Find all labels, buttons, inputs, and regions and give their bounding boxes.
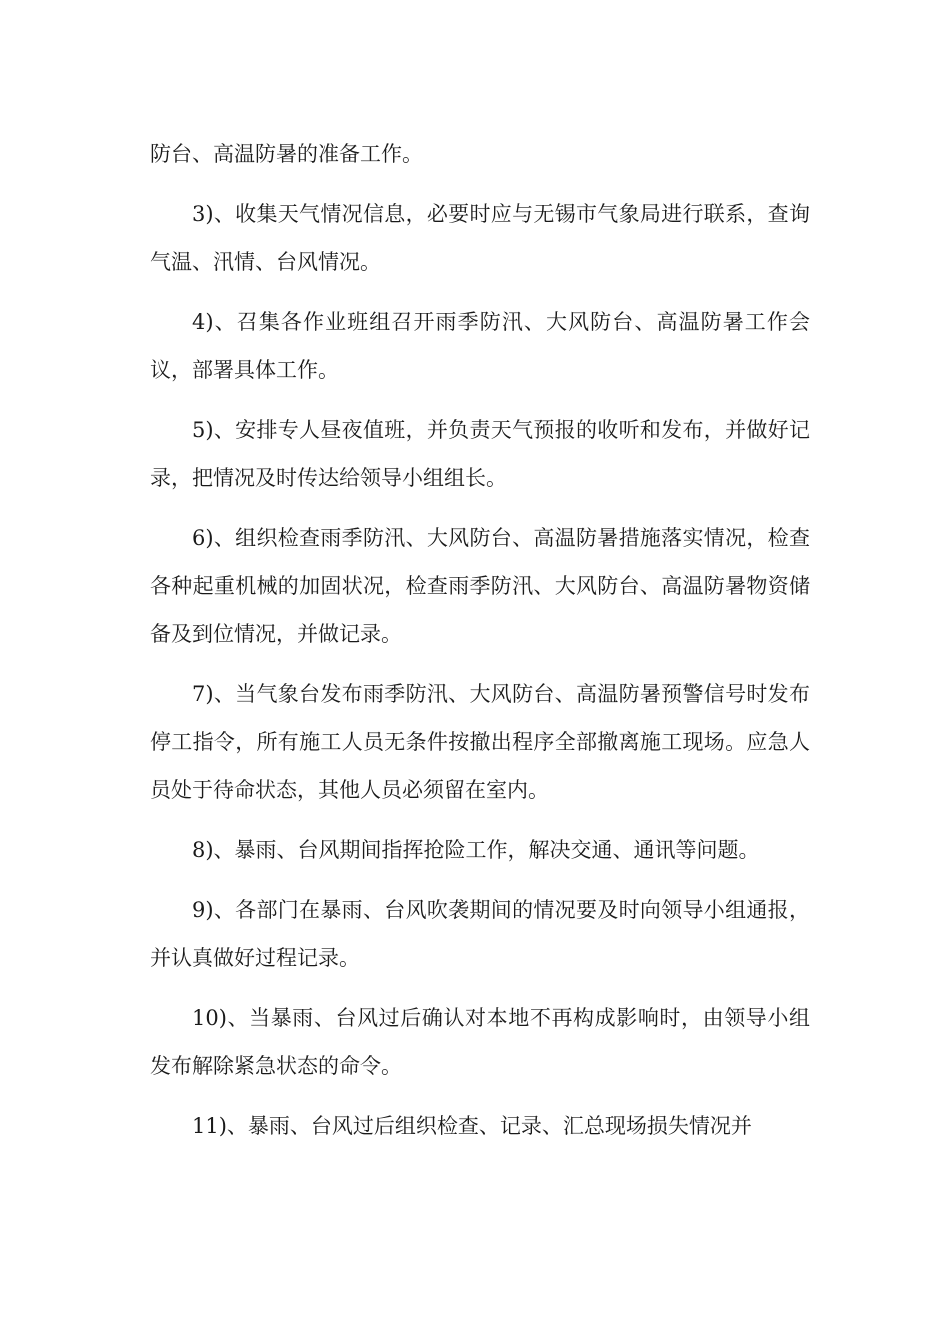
paragraph-item-11: 11)、暴雨、台风过后组织检查、记录、汇总现场损失情况并 [192, 1114, 752, 1138]
paragraph-item-8: 8)、暴雨、台风期间指挥抢险工作，解决交通、通讯等问题。 [192, 838, 760, 862]
paragraph-item-5: 5)、安排专人昼夜值班，并负责天气预报的收听和发布，并做好记录，把情况及时传达给领导小组组长。 [150, 418, 810, 490]
paragraph-item-6: 6)、组织检查雨季防汛、大风防台、高温防暑措施落实情况，检查各种起重机械的加固状况，检查雨季防汛、大风防台、高温防暑物资储备及到位情况，并做记录。 [150, 526, 810, 646]
document-body [150, 130, 810, 1162]
paragraph-continuation: 防台、高温防暑的准备工作。 [150, 142, 423, 166]
paragraph-item-4: 4)、召集各作业班组召开雨季防汛、大风防台、高温防暑工作会议，部署具体工作。 [150, 310, 810, 382]
paragraph-item-7: 7)、当气象台发布雨季防汛、大风防台、高温防暑预警信号时发布停工指令，所有施工人员无条件按撤出程序全部撤离施工现场。应急人员处于待命状态，其他人员必须留在室内。 [150, 682, 810, 802]
paragraph-item-10: 10)、当暴雨、台风过后确认对本地不再构成影响时，由领导小组发布解除紧急状态的命令。 [150, 1006, 810, 1078]
paragraph-item-3: 3)、收集天气情况信息，必要时应与无锡市气象局进行联系，查询气温、汛情、台风情况。 [150, 202, 810, 274]
paragraph-item-9: 9)、各部门在暴雨、台风吹袭期间的情况要及时向领导小组通报，并认真做好过程记录。 [150, 898, 810, 970]
